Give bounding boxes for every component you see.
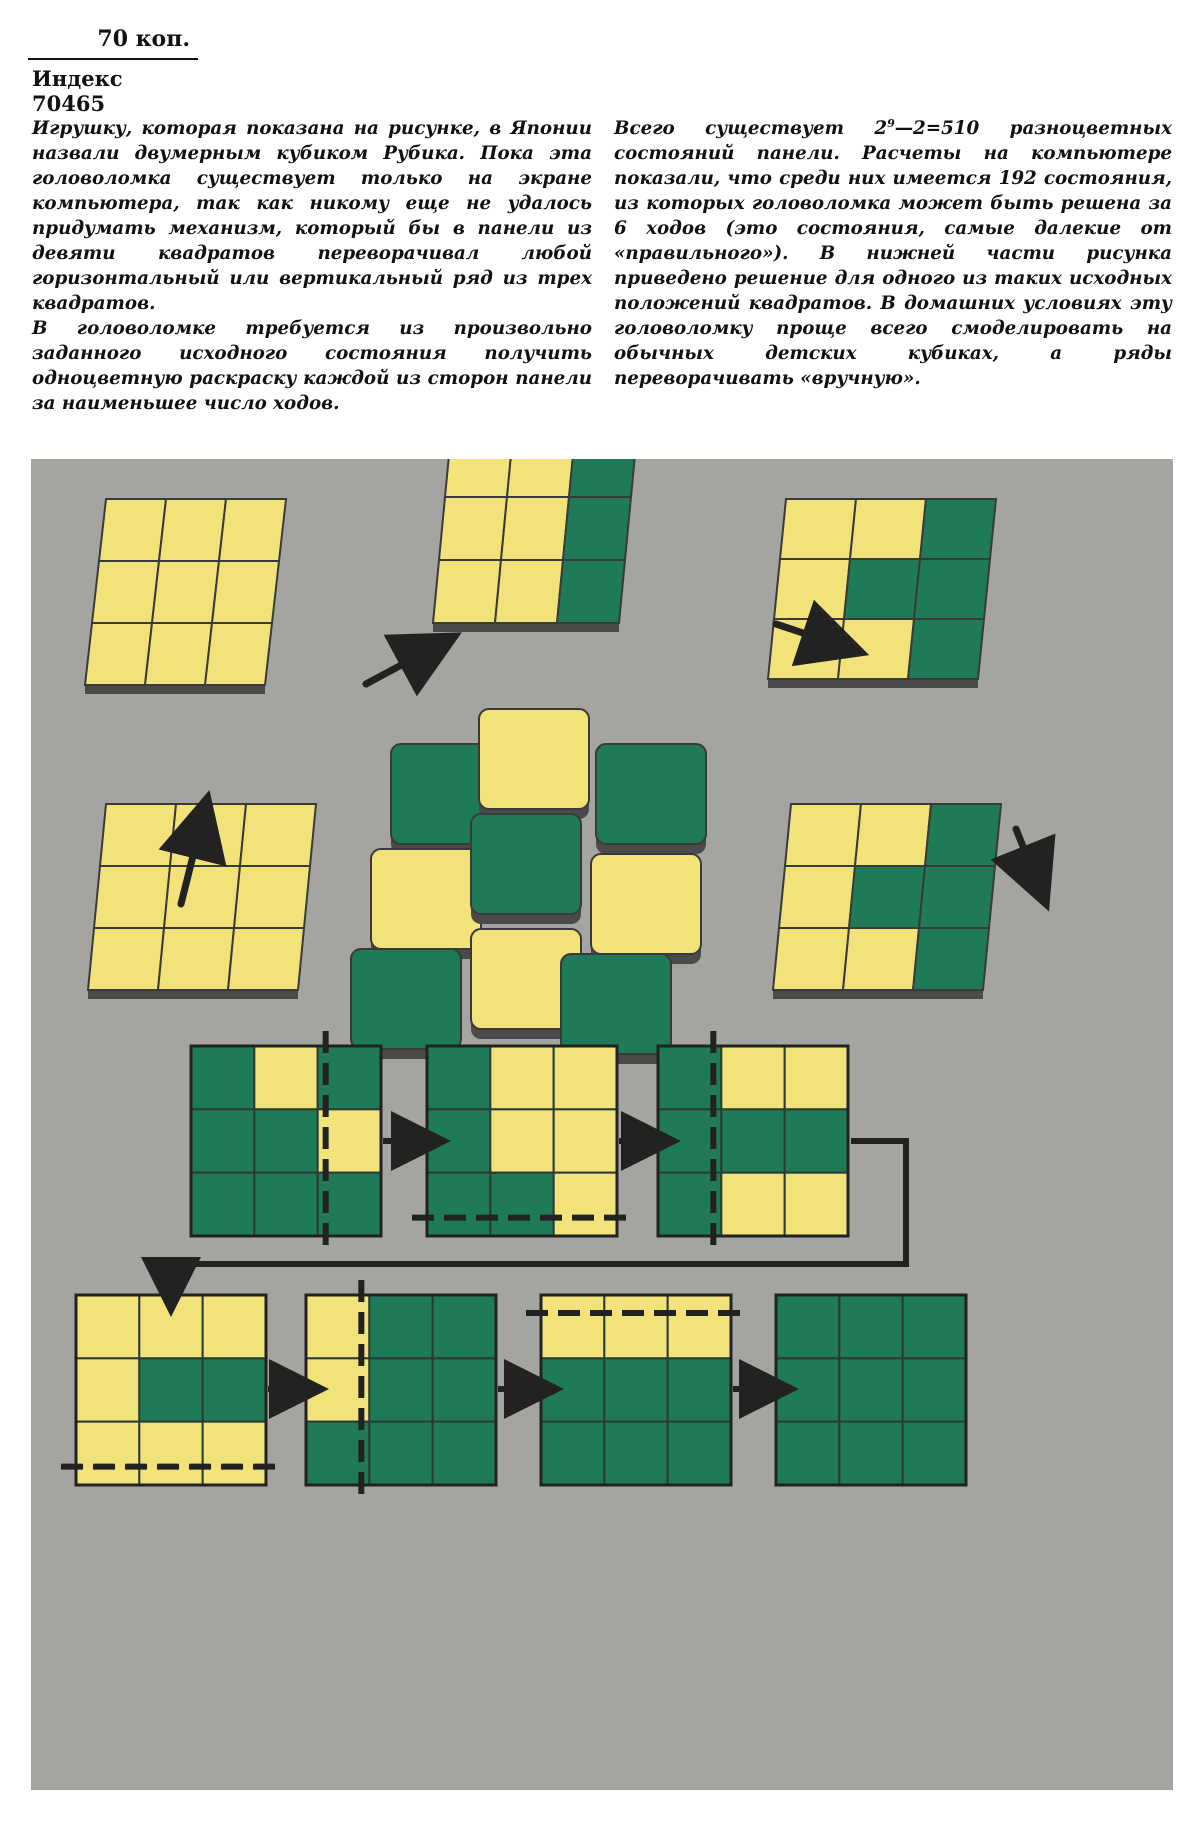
panel-result-cell (849, 866, 925, 928)
grid-cell (433, 1358, 496, 1421)
grid-cell (369, 1422, 432, 1485)
grid-cell (76, 1422, 139, 1485)
panel-result-cell (919, 866, 995, 928)
grid-cell (903, 1295, 966, 1358)
solution-grid-step-2 (658, 1031, 848, 1251)
grid-cell (76, 1358, 139, 1421)
panel-initial-cell (100, 804, 176, 866)
grid-cell (721, 1046, 784, 1109)
exploded-cube (591, 854, 701, 954)
panel-row-turning-cell (920, 499, 996, 559)
grid-cell (541, 1422, 604, 1485)
panel-lifting-cell (99, 499, 166, 561)
panel-initial-cell (94, 866, 170, 928)
grid-cell (427, 1046, 490, 1109)
panel-row-turning-edge (768, 679, 978, 688)
panel-initial-cell (164, 866, 240, 928)
panel-lifting-cell (205, 623, 272, 685)
panel-flipped-column-cell (563, 497, 631, 560)
panel-flipped-column-edge (433, 623, 619, 632)
grid-cell (839, 1422, 902, 1485)
grid-cell (433, 1295, 496, 1358)
grid-cell (903, 1422, 966, 1485)
panel-row-turning-cell (774, 559, 850, 619)
grid-cell (191, 1173, 254, 1236)
grid-cell (139, 1422, 202, 1485)
grid-cell (139, 1295, 202, 1358)
panel-result-edge (773, 990, 983, 999)
price-label: 70 коп. (28, 26, 198, 60)
panel-flipped-column-cell (439, 497, 507, 560)
grid-cell (785, 1046, 848, 1109)
panel-result-cell (785, 804, 861, 866)
panel-flipped-column-cell (433, 560, 501, 623)
panel-row-turning-cell (850, 499, 926, 559)
grid-cell (191, 1046, 254, 1109)
grid-cell (254, 1109, 317, 1172)
formula-base: Всего существует 2 (614, 118, 888, 139)
panel-result-cell (843, 928, 919, 990)
grid-cell (554, 1046, 617, 1109)
panel-flipped-column-cell (495, 560, 563, 623)
panel-lifting-cell (159, 499, 226, 561)
grid-cell (76, 1295, 139, 1358)
grid-cell (203, 1422, 266, 1485)
article-paragraph-2: В головоломке требуется из произвольно заданного исходного состояния получить одноцветную раскраску каждой из сторон панели за наименьшее число ходов. (32, 318, 592, 414)
grid-cell (839, 1295, 902, 1358)
panel-flipped-column-cell (501, 497, 569, 560)
panel-lifting-cell (85, 623, 152, 685)
grid-cell (776, 1295, 839, 1358)
arrow-right-icon (366, 649, 431, 684)
grid-cell (903, 1358, 966, 1421)
grid-cell (369, 1295, 432, 1358)
article-left-column (32, 116, 592, 416)
panel-row-turning-cell (838, 619, 914, 679)
grid-cell (785, 1173, 848, 1236)
exploded-cube (596, 744, 706, 844)
solution-grid-step-3 (61, 1295, 281, 1485)
grid-cell (191, 1109, 254, 1172)
grid-cell (604, 1295, 667, 1358)
isometric-panels (85, 459, 1001, 1064)
grid-cell (490, 1109, 553, 1172)
grid-cell (604, 1358, 667, 1421)
panel-flipped-column-cell (445, 459, 513, 497)
grid-cell (139, 1358, 202, 1421)
formula-exponent: 9 (887, 116, 895, 130)
panel-lifting-cell (145, 623, 212, 685)
article-paragraph-1: Игрушку, которая показана на рисунке, в Японии назвали двумерным кубиком Рубика. Пока эта головоломка существует только на экране компьютера, так как никому еще не удалось придумать механизм, который бы в панели из девяти квадратов переворачивал любой горизонтальный или вертикальный ряд из трех квадратов. (32, 118, 592, 314)
exploded-cube (471, 814, 581, 914)
panel-row-turning-cell (780, 499, 856, 559)
illustration-canvas (31, 459, 1173, 1790)
article-paragraph-3 (614, 116, 1172, 391)
grid-cell (427, 1109, 490, 1172)
exploded-cube (561, 954, 671, 1054)
panel-initial-cell (170, 804, 246, 866)
panel-initial-cell (234, 866, 310, 928)
grid-cell (554, 1173, 617, 1236)
arrow-down-icon (1016, 829, 1036, 879)
grid-cell (541, 1358, 604, 1421)
panel-initial-edge (88, 990, 298, 999)
puzzle-illustration (31, 459, 1173, 1790)
grid-cell (254, 1173, 317, 1236)
panel-flipped-column-cell (507, 459, 575, 497)
panel-flipped-column-cell (569, 459, 637, 497)
grid-cell (427, 1173, 490, 1236)
grid-cell (554, 1109, 617, 1172)
grid-cell (785, 1109, 848, 1172)
panel-lifting-edge (85, 685, 265, 694)
panel-initial-cell (240, 804, 316, 866)
grid-cell (254, 1046, 317, 1109)
grid-cell (776, 1422, 839, 1485)
grid-cell (721, 1173, 784, 1236)
panel-lifting-cell (92, 561, 159, 623)
exploded-cube (371, 849, 481, 949)
solution-grid-start (191, 1031, 381, 1251)
panel-initial-cell (228, 928, 304, 990)
panel-result-cell (913, 928, 989, 990)
grid-cell (490, 1046, 553, 1109)
solution-grid-step-4 (306, 1280, 496, 1500)
grid-cell (541, 1295, 604, 1358)
grid-cell (668, 1295, 731, 1358)
panel-initial-cell (158, 928, 234, 990)
panel-lifting-cell (152, 561, 219, 623)
exploded-cube (479, 709, 589, 809)
grid-cell (369, 1358, 432, 1421)
grid-cell (839, 1358, 902, 1421)
panel-row-turning-cell (914, 559, 990, 619)
solution-grid-step-1 (412, 1046, 632, 1236)
grid-cell (604, 1422, 667, 1485)
grid-cell (203, 1295, 266, 1358)
panel-lifting-cell (219, 499, 286, 561)
panel-flipped-column-cell (557, 560, 625, 623)
panel-row-turning-cell (844, 559, 920, 619)
grid-cell (203, 1358, 266, 1421)
solution-grid-step-5 (526, 1295, 746, 1485)
grid-cell (668, 1422, 731, 1485)
grid-cell (776, 1358, 839, 1421)
grid-cell (668, 1358, 731, 1421)
formula-rest: —2=510 разноцветных состояний панели. Расчеты на компьютере показали, что среди них имеется 192 состояния, из которых головоломка может быть решена за 6 ходов (это состояния, самые далекие от «правильного»). В нижней части рисунка приведено решение для одного из таких исходных положений квадратов. В домашних условиях эту головоломку проще всего смоделировать на обычных детских кубиках, а ряды переворачивать «вручную». (614, 118, 1172, 389)
panel-result-cell (925, 804, 1001, 866)
grid-cell (721, 1109, 784, 1172)
panel-initial-cell (88, 928, 164, 990)
panel-row-turning-cell (908, 619, 984, 679)
exploded-cube (351, 949, 461, 1049)
grid-cell (433, 1422, 496, 1485)
panel-result-cell (779, 866, 855, 928)
solution-grid-solved (776, 1295, 966, 1485)
panel-lifting-cell (212, 561, 279, 623)
grid-cell (490, 1173, 553, 1236)
index-label: Индекс 70465 (32, 66, 123, 116)
article-right-column (614, 116, 1172, 391)
panel-result-cell (855, 804, 931, 866)
page-header (28, 26, 198, 116)
panel-result-cell (773, 928, 849, 990)
